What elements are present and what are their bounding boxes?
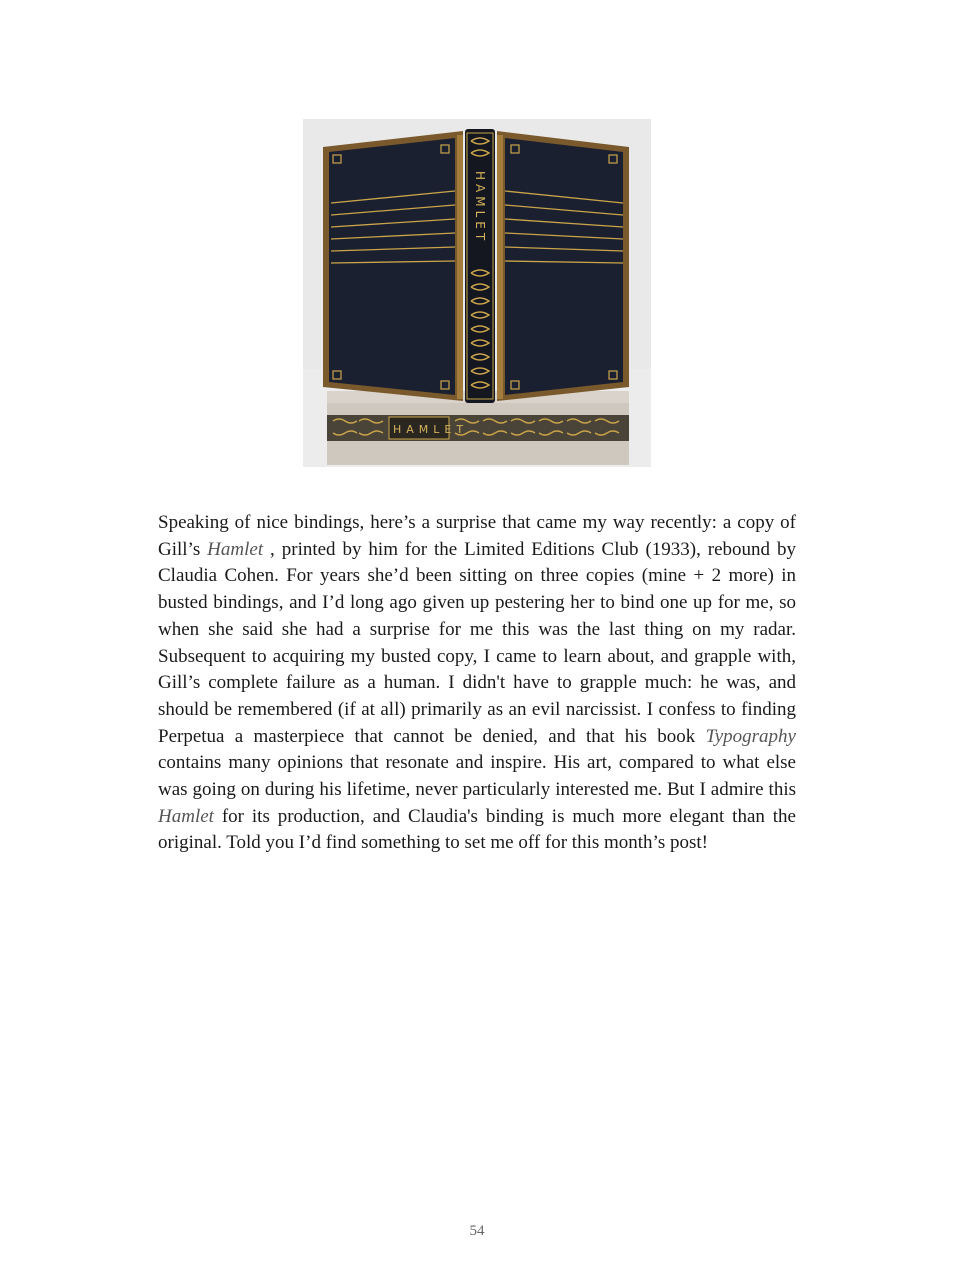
book-title-hamlet: Hamlet [207, 538, 264, 560]
paragraph-text-3: contains many opinions that resonate and inspire. His art, compared to what else was going on during his lifetime, never particularly interested me. But I admire this [158, 752, 796, 801]
hamlet-binding-image [303, 119, 651, 467]
book-binding-photo [303, 119, 651, 467]
book-title-hamlet-2: Hamlet [158, 805, 214, 827]
article-paragraph [158, 510, 796, 857]
spine [465, 129, 495, 403]
book-title-typography: Typography [705, 725, 796, 747]
bottom-spine-title: HAMLET [393, 423, 469, 436]
page-number: 54 [469, 1223, 485, 1239]
paragraph-text-2: , printed by him for the Limited Editions Club (1933), rebound by Claudia Cohen. For years she’d been sitting on three copies (mine + 2 more) in busted bindings, and I’d long ago given up pestering her to bind one up for me, so when she said she had a surprise for me this was the last thing on my radar. Subsequent to acquiring my busted copy, I came to learn about, and grapple with, Gill’s complete failure as a human. I didn't have to grapple much: he was, and should be remembered (if at all) primarily as an evil narcissist. I confess to finding Perpetua a masterpiece that cannot be denied, and that his book [158, 538, 796, 747]
paragraph-text-1: Speaking of nice bindings, here’s a surprise that came my way recently: a copy of Gill’s [158, 512, 796, 560]
left-cover [323, 131, 463, 401]
right-cover [497, 131, 629, 401]
paragraph-text-4: for its production, and Claudia's binding is much more elegant than the original. Told you I’d find something to set me off for this month’s post! [158, 805, 796, 854]
spine-title: HAMLET [473, 171, 487, 245]
